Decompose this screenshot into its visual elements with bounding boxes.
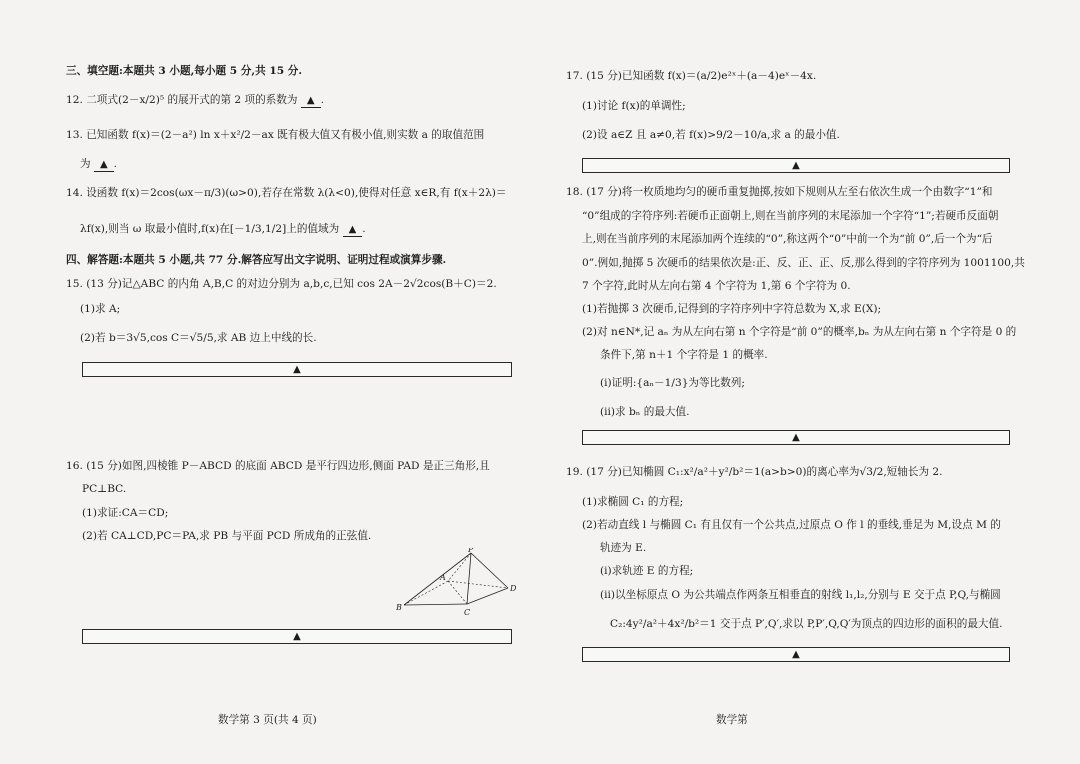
- answer-blank[interactable]: ▲: [94, 158, 114, 172]
- question-18-part2-line1: (2)对 n∈N*,记 aₙ 为从左向右第 n 个字符是“前 0”的概率,bₙ 为从左向右第 n 个字符是 0 的: [582, 326, 1017, 338]
- label-C: C: [464, 608, 471, 617]
- question-18-part2-ii: (ii)求 bₙ 的最大值.: [600, 406, 690, 418]
- label-B: B: [396, 603, 402, 612]
- answer-box-19[interactable]: [582, 647, 1010, 662]
- question-18-line3: 上,则在当前序列的末尾添加两个连续的“0”,称这两个“0”中前一个为“前 0”,后一个为“后: [582, 233, 993, 245]
- q12-end: .: [320, 94, 324, 106]
- q14-line2-text: λf(x),则当 ω 取最小值时,f(x)在[－1/3,1/2]上的值域为: [80, 223, 340, 235]
- question-18-part2-line2: 条件下,第 n＋1 个字符是 1 的概率.: [600, 349, 768, 361]
- answer-marker: ▲: [792, 160, 800, 171]
- section3-title: 三、填空题:本题共 3 小题,每小题 5 分,共 15 分.: [66, 65, 303, 77]
- question-15-line1: 15. (13 分)记△ABC 的内角 A,B,C 的对边分别为 a,b,c,已知 cos 2A－2√2cos(B＋C)＝2.: [66, 278, 497, 290]
- label-P: P: [468, 548, 474, 554]
- edge-CD: [467, 588, 508, 604]
- question-16-line2: PC⊥BC.: [82, 483, 127, 495]
- edge-BA: [404, 581, 448, 605]
- question-15-part2: (2)若 b＝3√5,cos C＝√5/5,求 AB 边上中线的长.: [80, 332, 317, 344]
- question-19-part2-line2: 轨迹为 E.: [600, 542, 647, 554]
- question-19-part2-ii-line2: C₂:4y²/a²＋4x²/b²＝1 交于点 P′,Q′,求以 P,P′,Q,Q′为顶点的四边形的面积的最大值.: [610, 618, 1003, 630]
- question-18-line5: 7 个字符,此时从左向右第 4 个字符为 1,第 6 个字符为 0.: [582, 280, 851, 292]
- page-footer-left: 数学第 3 页(共 4 页): [218, 714, 317, 726]
- question-12: [66, 94, 324, 108]
- question-19-part2-line1: (2)若动直线 l 与椭圆 C₁ 有且仅有一个公共点,过原点 O 作 l 的垂线,垂足为 M,设点 M 的: [582, 519, 1001, 531]
- question-18-line2: “0”组成的字符序列:若硬币正面朝上,则在当前序列的末尾添加一个字符“1”;若硬币反面朝: [582, 210, 999, 222]
- edge-PB: [404, 553, 471, 605]
- answer-marker: ▲: [293, 631, 301, 642]
- page-footer-right: 数学第: [716, 714, 748, 726]
- question-17-part1: (1)讨论 f(x)的单调性;: [582, 100, 686, 112]
- question-13-line1: 13. 已知函数 f(x)＝(2－a²) ln x＋x²/2－ax 既有极大值又有极小值,则实数 a 的取值范围: [66, 129, 485, 141]
- edge-AD: [448, 581, 508, 588]
- question-16-part1: (1)求证:CA＝CD;: [82, 507, 169, 519]
- question-14-line2: [80, 223, 366, 237]
- question-19-line1: 19. (17 分)已知椭圆 C₁:x²/a²＋y²/b²＝1(a>b>0)的离心率为√3/2,短轴长为 2.: [566, 466, 943, 478]
- edge-AC: [448, 581, 467, 604]
- answer-box-16[interactable]: [82, 629, 512, 644]
- question-17-line1: 17. (15 分)已知函数 f(x)＝(a/2)e²ˣ＋(a－4)eˣ－4x.: [566, 70, 817, 82]
- q13-end: .: [113, 158, 118, 170]
- answer-marker: ▲: [293, 364, 301, 375]
- question-18-part2-i: (i)证明:{aₙ－1/3}为等比数列;: [600, 377, 745, 389]
- question-17-part2: (2)设 a∈Z 且 a≠0,若 f(x)>9/2－10/a,求 a 的最小值.: [582, 129, 840, 141]
- question-19-part2-i: (i)求轨迹 E 的方程;: [600, 565, 694, 577]
- edge-PA: [448, 553, 471, 581]
- question-16-line1: 16. (15 分)如图,四棱锥 P－ABCD 的底面 ABCD 是平行四边形,侧面 PAD 是正三角形,且: [66, 460, 490, 472]
- question-19-part1: (1)求椭圆 C₁ 的方程;: [582, 496, 684, 508]
- edge-PC: [467, 553, 471, 604]
- question-18-line4: 0”.例如,抛掷 5 次硬币的结果依次是:正、反、正、正、反,那么得到的字符序列为 1001100,共: [582, 257, 1025, 269]
- q13-line2-text: 为: [80, 158, 91, 170]
- q12-text: 12. 二项式(2－x/2)⁵ 的展开式的第 2 项的系数为: [66, 94, 298, 106]
- question-15-part1: (1)求 A;: [80, 303, 121, 315]
- label-A: A: [440, 573, 446, 582]
- question-18-part1: (1)若抛掷 3 次硬币,记得到的字符序列中字符总数为 X,求 E(X);: [582, 303, 882, 315]
- pyramid-figure: [396, 548, 526, 620]
- label-D: D: [510, 584, 517, 593]
- edge-PD: [471, 553, 508, 588]
- answer-marker: ▲: [792, 649, 800, 660]
- answer-marker: ▲: [792, 432, 800, 443]
- edge-BC: [404, 604, 467, 605]
- answer-blank[interactable]: ▲: [301, 94, 321, 108]
- answer-box-18[interactable]: [582, 430, 1010, 445]
- question-13-line2: [80, 158, 117, 172]
- answer-blank[interactable]: ▲: [343, 223, 363, 237]
- question-16-part2: (2)若 CA⊥CD,PC＝PA,求 PB 与平面 PCD 所成角的正弦值.: [82, 530, 372, 542]
- answer-box-17[interactable]: [582, 158, 1010, 173]
- question-18-line1: 18. (17 分)将一枚质地均匀的硬币重复抛掷,按如下规则从左至右依次生成一个由数字“1”和: [566, 186, 993, 198]
- question-14-line1: 14. 设函数 f(x)＝2cos(ωx－π/3)(ω>0),若存在常数 λ(λ<0),使得对任意 x∈R,有 f(x＋2λ)＝: [66, 187, 507, 199]
- q14-end: .: [362, 223, 366, 235]
- answer-box-15[interactable]: [82, 362, 512, 377]
- section4-title: 四、解答题:本题共 5 小题,共 77 分.解答应写出文字说明、证明过程或演算步骤.: [66, 254, 447, 266]
- question-19-part2-ii-line1: (ii)以坐标原点 O 为公共端点作两条互相垂直的射线 l₁,l₂,分别与 E 交于点 P,Q,与椭圆: [600, 589, 1001, 601]
